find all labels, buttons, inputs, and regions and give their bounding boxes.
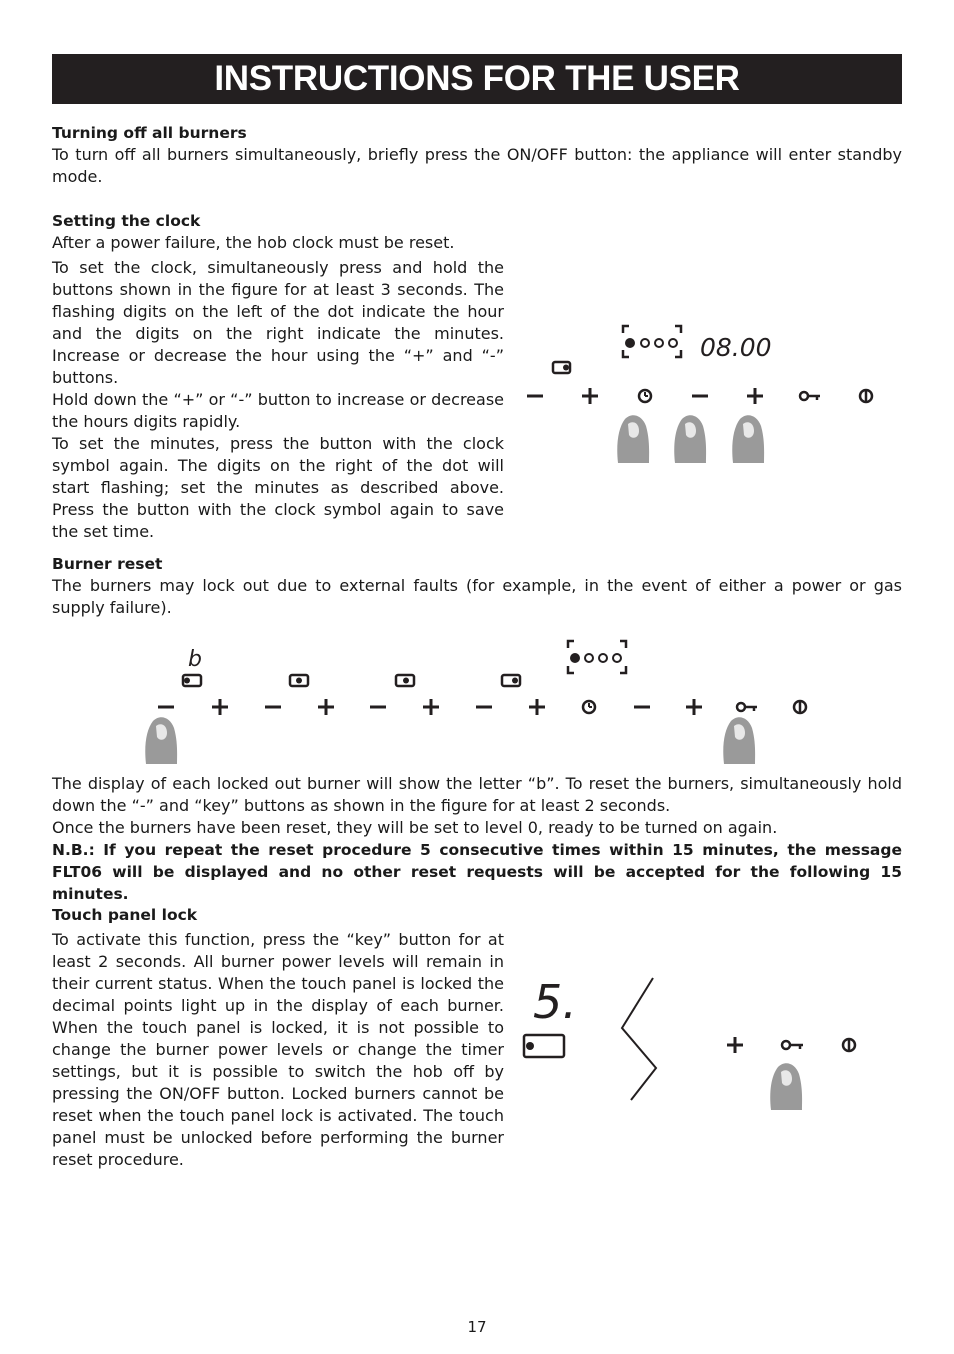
section-heading: Touch panel lock: [52, 906, 198, 924]
clock-controls-figure: [515, 320, 885, 470]
finger-icon: [617, 415, 649, 463]
clock-display-value: 08.00: [700, 333, 772, 362]
section-turning-off: [52, 122, 902, 188]
page-title: INSTRUCTIONS FOR THE USER: [52, 54, 902, 104]
break-line: [622, 978, 656, 1100]
burner-icon: [553, 362, 570, 373]
burner-icon: [502, 675, 520, 686]
section-heading: Setting the clock: [52, 212, 201, 230]
power-button-icon[interactable]: [843, 1039, 855, 1051]
finger-icon: [145, 717, 177, 764]
plus-button-icon[interactable]: [582, 388, 598, 404]
lock-controls-figure: [515, 970, 875, 1115]
key-button-icon[interactable]: [737, 703, 757, 711]
dot-empty-icons: [641, 339, 677, 347]
section-heading: Turning off all burners: [52, 124, 247, 142]
plus-button-icon[interactable]: [529, 699, 545, 715]
plus-button-icon[interactable]: [318, 699, 334, 715]
plus-button-icon[interactable]: [686, 699, 702, 715]
section-text: The display of each locked out burner will show the letter “b”. To reset the burners, simultaneously hold down the “-” and “key” buttons as shown in the figure for at least 2 seconds.: [52, 774, 902, 815]
section-reset: [52, 553, 902, 619]
plus-button-icon[interactable]: [423, 699, 439, 715]
finger-icon: [723, 717, 755, 764]
key-button-icon[interactable]: [800, 392, 820, 400]
section-text: To set the minutes, press the button with the clock symbol again. The digits on the right of the dot will start flashing; set the minutes as described above. Press the button with the clock symbol again to save the set time.: [52, 434, 504, 541]
section-note: N.B.: If you repeat the reset procedure 5 consecutive times within 15 minutes, the message FLT06 will be displayed and no other reset requests will be accepted for the following 15 minutes.: [52, 841, 902, 903]
section-text: To set the clock, simultaneously press and hold the buttons shown in the figure for at least 3 seconds. The flashing digits on the left of the dot indicate the hour and the digits on the right indicate the minutes. Increase or decrease the hour using the “+” and “-” buttons.: [52, 258, 504, 387]
burner-display-letter: b: [188, 647, 202, 672]
section-text: To turn off all burners simultaneously, briefly press the ON/OFF button: the appliance will enter standby mode.: [52, 145, 902, 186]
page-number: 17: [467, 1318, 487, 1336]
dot-empty-icons: [585, 654, 621, 662]
section-reset-details: [52, 773, 902, 905]
burner-icon: [183, 675, 201, 686]
clock-button-icon[interactable]: [583, 701, 595, 713]
burner-display-value: 5.: [533, 975, 577, 1029]
section-intro: After a power failure, the hob clock must be reset.: [52, 233, 455, 252]
section-lock: [52, 904, 504, 1171]
section-text: To activate this function, press the “key” button for at least 2 seconds. All burner power levels will remain in their current status. When the touch panel is locked the decimal points light up in the display of each burner. When the touch panel is locked, it is not possible to change the burner power levels or change the timer settings, but it is possible to switch the hob off by pressing the ON/OFF button. Locked burners cannot be reset when the touch panel lock is activated. The touch panel must be unlocked before performing the burner reset procedure.: [52, 930, 504, 1169]
key-button-icon[interactable]: [782, 1041, 803, 1049]
burner-icon: [524, 1035, 564, 1057]
finger-icon: [770, 1063, 802, 1110]
section-text: The burners may lock out due to external faults (for example, in the event of either a power or gas supply failure).: [52, 576, 902, 617]
plus-button-icon[interactable]: [727, 1037, 743, 1053]
clock-button-icon[interactable]: [639, 390, 651, 402]
section-heading: Burner reset: [52, 555, 163, 573]
plus-button-icon[interactable]: [747, 388, 763, 404]
dot-filled-icon: [625, 338, 635, 348]
finger-icon: [732, 415, 764, 463]
power-button-icon[interactable]: [794, 701, 806, 713]
reset-controls-figure: [140, 636, 820, 770]
burner-icon: [396, 675, 414, 686]
section-text: Hold down the “+” or “-” button to increase or decrease the hours digits rapidly.: [52, 390, 504, 431]
power-button-icon[interactable]: [860, 390, 872, 402]
section-text: Once the burners have been reset, they will be set to level 0, ready to be turned on again.: [52, 818, 778, 837]
burner-icon: [290, 675, 308, 686]
finger-icon: [674, 415, 706, 463]
dot-filled-icon: [570, 653, 580, 663]
plus-button-icon[interactable]: [212, 699, 228, 715]
section-clock: [52, 210, 504, 543]
